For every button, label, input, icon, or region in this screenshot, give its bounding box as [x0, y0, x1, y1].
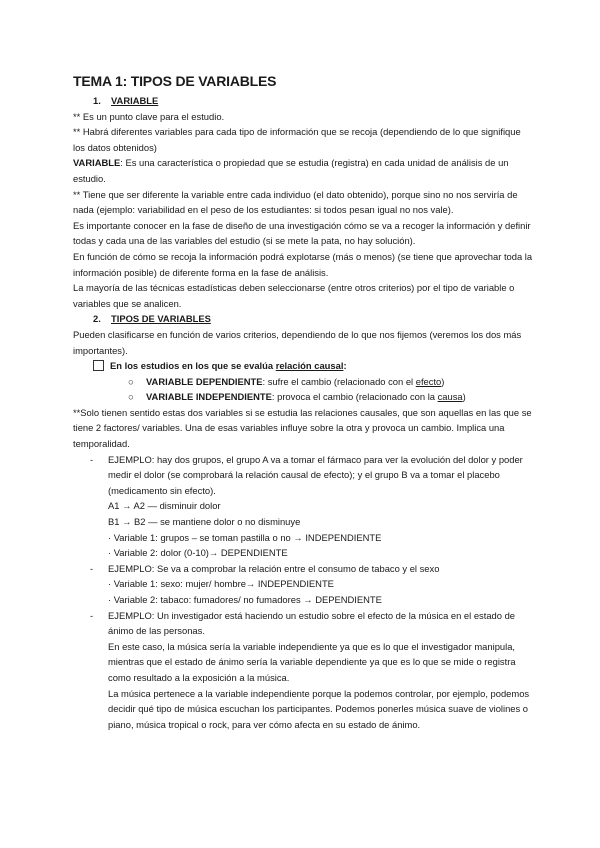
section-2-title: TIPOS DE VARIABLES [111, 313, 211, 325]
example-3 [73, 608, 533, 733]
bullet-text [146, 374, 444, 390]
paragraph: ** Habrá diferentes variables para cada tipo de información que se recoja (dependiendo de lo que signifique los datos obtenidos) [73, 126, 521, 153]
term-independiente: VARIABLE INDEPENDIENTE [146, 391, 272, 403]
example-paragraph: En este caso, la música sería la variable independiente ya que es lo que el investigador manipula, mientras que el estado de ánimo sería la variable dependiente ya que es lo que se mide o registra como resultado a la exposición a la música. [108, 640, 516, 683]
term-dependiente: VARIABLE DEPENDIENTE [146, 375, 263, 387]
checklist-text-end: : [343, 360, 347, 372]
bullet-dependiente [73, 374, 533, 390]
example-2 [73, 561, 533, 608]
paragraph: **Solo tienen sentido estas dos variables si se estudia las relaciones causales, que son aquellas en las que se tiene 2 factores/ variables. Una de esas variables influye sobre la otra y provoca un cambio. Implica una temporalidad. [73, 406, 532, 450]
example-line: A1 → A2 — disminuir dolor [108, 500, 221, 512]
text: : provoca el cambio (relacionado con la [271, 391, 438, 403]
example-line: · Variable 2: tabaco: fumadores/ no fumadores → DEPENDIENTE [108, 594, 382, 605]
paragraph: Pueden clasificarse en función de varios criterios, dependiendo de lo que nos fijemos (veremos los dos más importantes). [73, 328, 522, 356]
paragraph: En función de cómo se recoja la información podrá explotarse (más o menos) (se tiene que aprovechar toda la información posible) de diferente forma en la fase de análisis. [73, 250, 533, 278]
section-2-heading [73, 311, 533, 327]
paragraph: ** Tiene que ser diferente la variable entre cada individuo (el dato obtenido), porque sino no nos serviría de nada (ejemplo: variabilidad en el peso de los estudiantes: si todos pesan igual no nos vale). [73, 188, 518, 216]
checklist-text-start: En los estudios en los que se evalúa [110, 360, 276, 372]
checkbox-icon [93, 360, 104, 371]
bullet-text [146, 389, 466, 405]
example-paragraph: La música pertenece a la variable independiente porque la podemos controlar, por ejemplo, podemos decidir qué tipo de música escuchan los participantes. Podemos ponerles música suave de violines o piano, música tropical o rock, para ver cómo afecta en su estado de ánimo. [108, 687, 530, 730]
example-line: · Variable 1: sexo: mujer/ hombre→ INDEPENDIENTE [108, 578, 334, 590]
circle-bullet-icon: ○ [128, 391, 134, 403]
paragraph: Es importante conocer en la fase de diseño de una investigación cómo se va a recoger la información y definir todas y cada una de las variables del estudio (si se mete la pata, no hay solución). [73, 219, 531, 247]
text: ) [462, 391, 466, 403]
circle-bullet-icon: ○ [128, 375, 134, 387]
checklist-text [110, 358, 347, 374]
example-intro: EJEMPLO: Un investigador está haciendo un estudio sobre el efecto de la música en el estado de ánimo de las personas. [108, 609, 516, 637]
example-line: · Variable 2: dolor (0-10)→ DEPENDIENTE [108, 547, 288, 559]
dash-bullet: - [90, 453, 94, 465]
definition-text: : Es una característica o propiedad que se estudia (registra) en cada unidad de análisis de un estudio. [73, 157, 509, 184]
example-line: B1 → B2 — se mantiene dolor o no disminuye [108, 516, 301, 528]
paragraph: La mayoría de las técnicas estadísticas deben seleccionarse (entre otros criterios) por el tipo de variable o variables que se analicen. [73, 282, 515, 309]
example-intro: EJEMPLO: Se va a comprobar la relación entre el consumo de tabaco y el sexo [108, 562, 440, 574]
example-1 [73, 452, 533, 561]
section-2-number: 2. [93, 313, 101, 325]
dash-bullet: - [90, 609, 94, 621]
checklist-text-underlined: relación causal [275, 360, 344, 372]
dash-bullet: - [90, 562, 94, 574]
section-1-title: VARIABLE [111, 95, 159, 106]
definition-paragraph [73, 155, 533, 186]
checklist-item [73, 358, 533, 374]
section-1-heading [73, 93, 533, 109]
section-1-number: 1. [93, 95, 101, 106]
document-page [73, 72, 533, 732]
example-intro: EJEMPLO: hay dos grupos, el grupo A va a tomar el fármaco para ver la evolución del dolor y poder medir el dolor (se comprobará la relación causal de efecto); y el grupo B va a tomar el placebo (medicamento sin efecto). [108, 453, 523, 496]
example-line: · Variable 1: grupos – se toman pastilla o no → INDEPENDIENTE [108, 531, 382, 543]
page-title: TEMA 1: TIPOS DE VARIABLES [73, 73, 277, 89]
underlined-word: causa [437, 391, 463, 403]
bullet-independiente [73, 389, 533, 405]
definition-term: VARIABLE [73, 157, 121, 169]
text: : sufre el cambio (relacionado con el [262, 375, 416, 387]
text: ) [441, 375, 445, 387]
underlined-word: efecto [415, 375, 442, 387]
paragraph: ** Es un punto clave para el estudio. [73, 110, 225, 122]
